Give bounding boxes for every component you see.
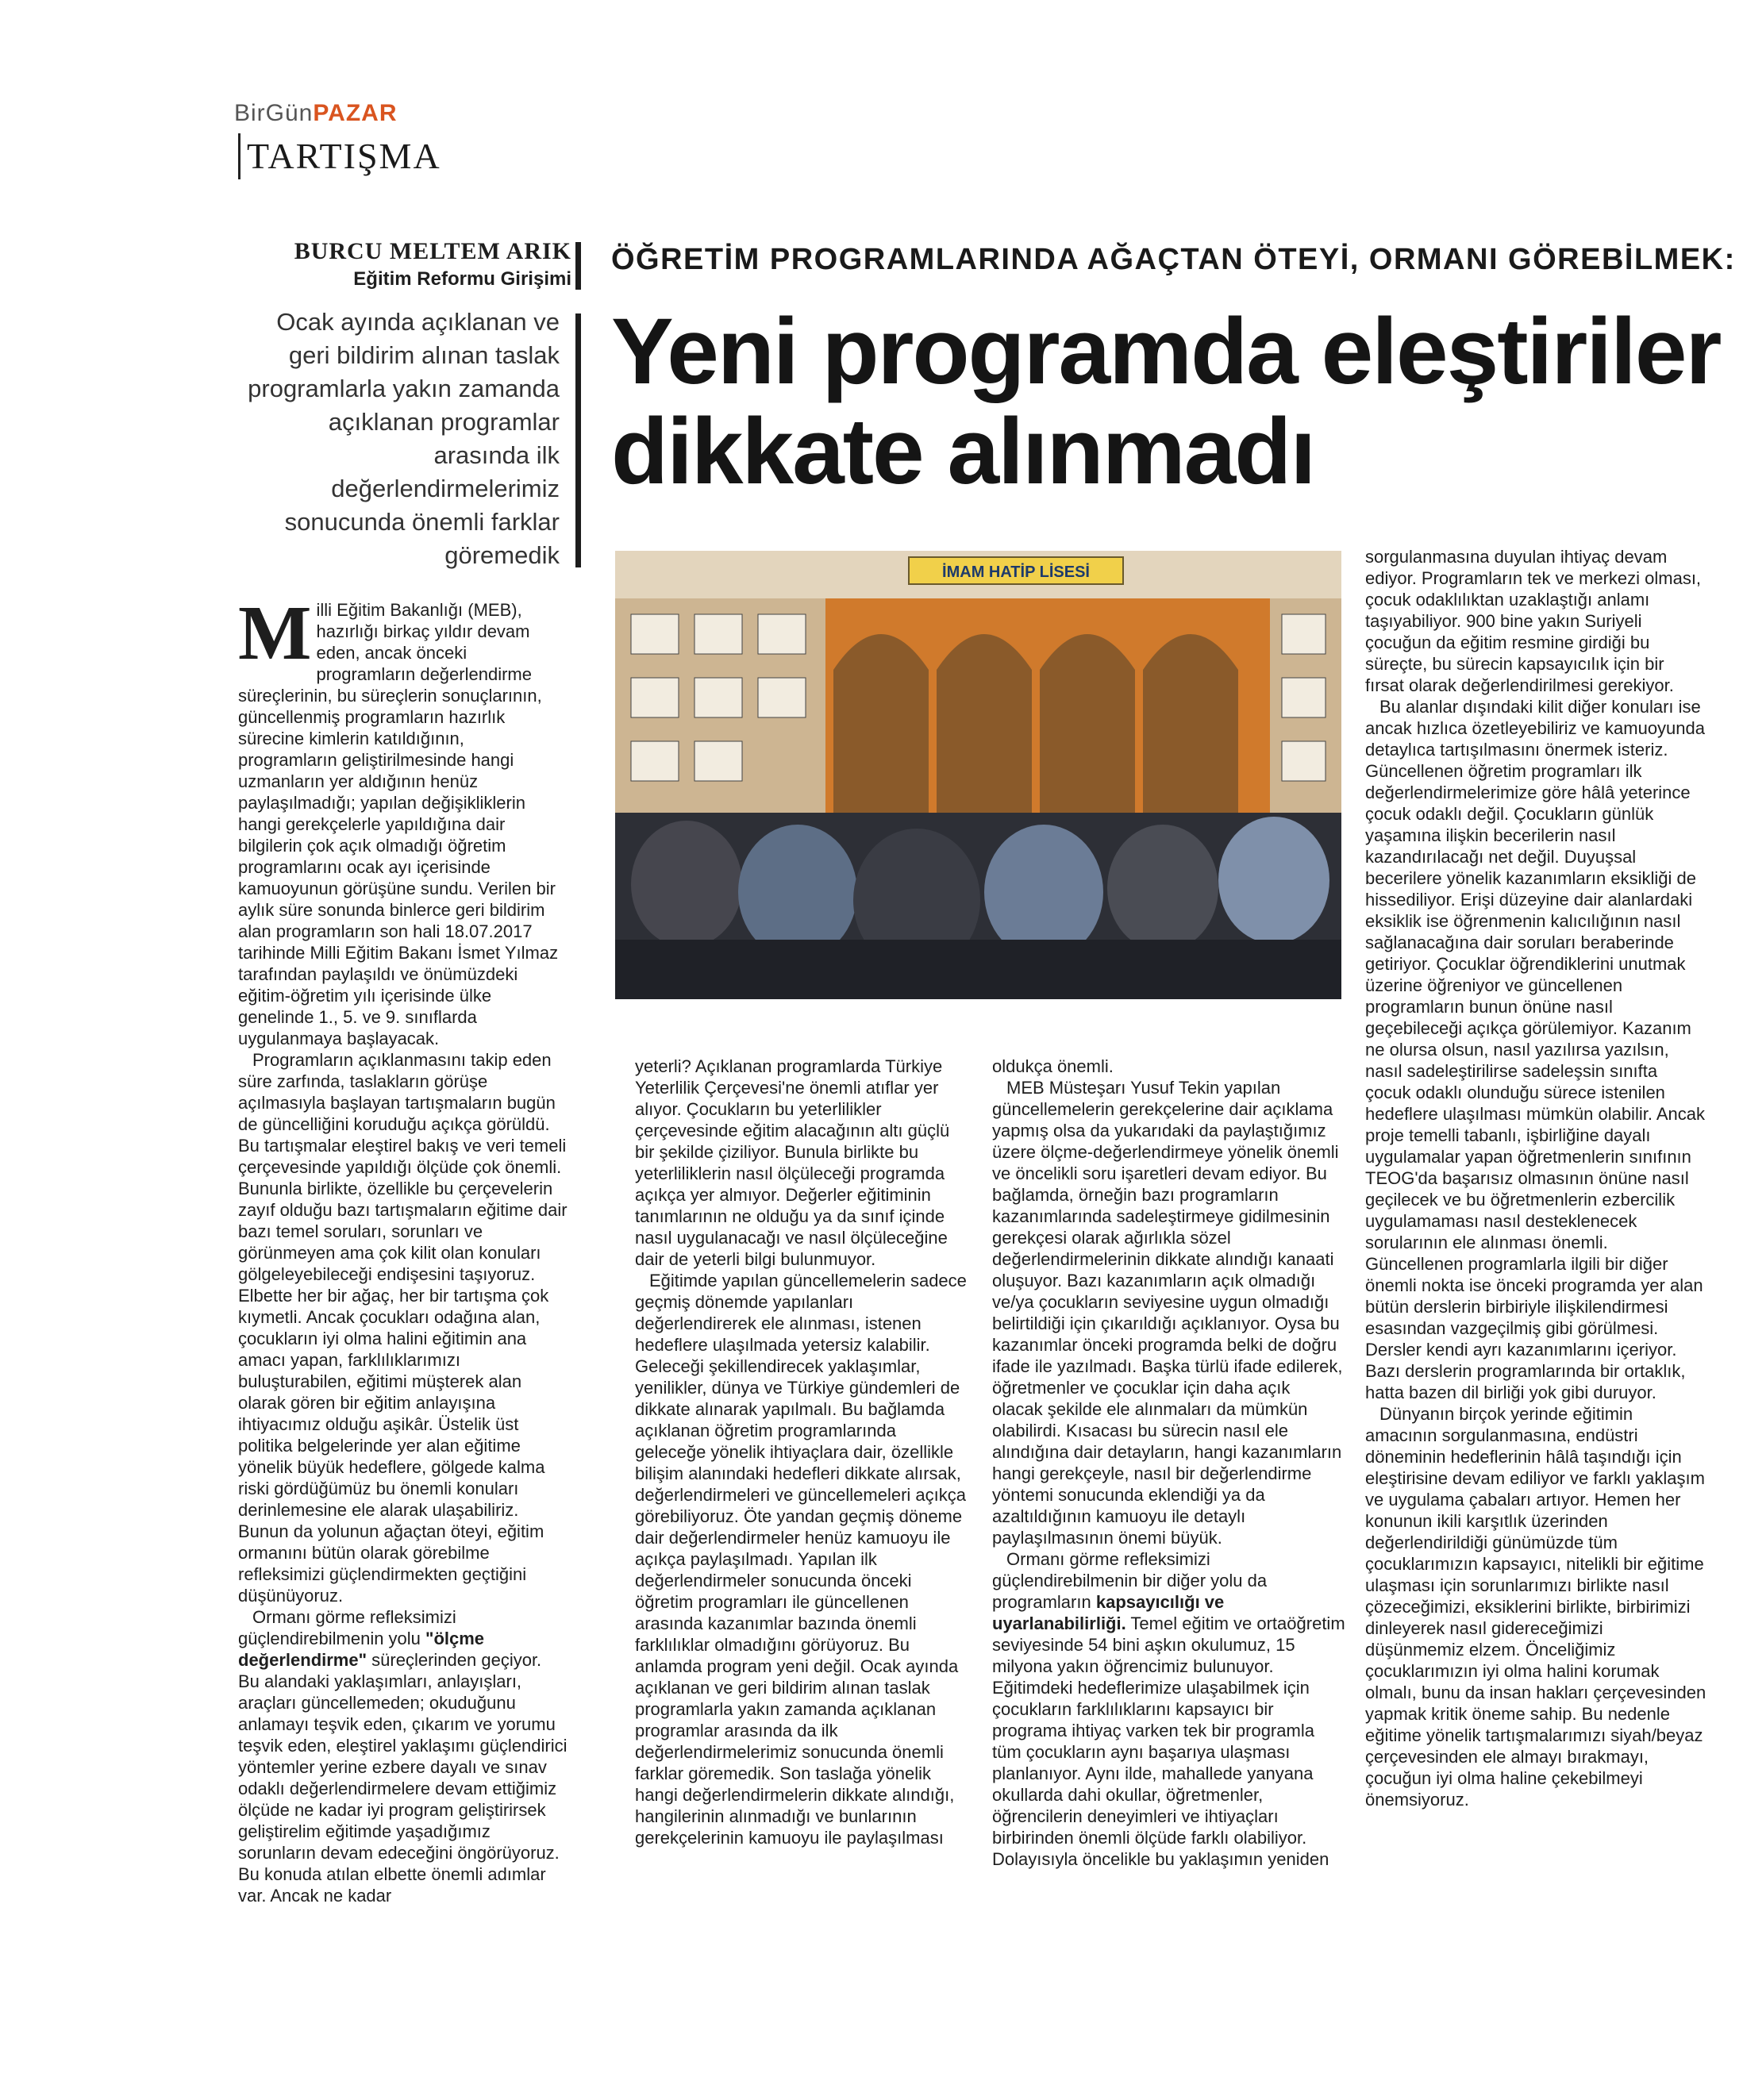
body-paragraph <box>238 590 568 1049</box>
school-sign: İMAM HATİP LİSESİ <box>942 563 1090 581</box>
body-paragraph <box>238 1606 568 1906</box>
author-name: BURCU MELTEM ARIK <box>294 238 571 264</box>
body-text: illi Eğitim Bakanlığı (MEB), hazırlığı birkaç yıldır devam eden, ancak önceki programların değerlendirme süreçlerinin, bu süreçlerin sonuçlarının, güncellenmiş programların hazırlık sürecine kimlerin katıldığının, programların geliştirilmesinde hangi uzmanların yer aldığının henüz paylaşılmadığı; yapılan değişikliklerin hangi gerekçelerle yapıldığına dair bilgilerin çok açık olmadığı öğretim programlarını ocak ayı içerisinde kamuoyunun görüşüne sundu. Verilen bir aylık süre sonunda binlerce geri bildirim alan programların son hali 18.07.2017 tarihinde Milli Eğitim Bakanı İsmet Yılmaz tarafından paylaşıldı ve önümüzdeki eğitim-öğretim yılı içerisinde ülke genelinde 1., 5. ve 9. sınıflarda uygulanmaya başlayacak. <box>238 600 559 1048</box>
lead-quote: Ocak ayında açıklanan ve geri bildirim alınan taslak programlarla yakın zamanda açıklanan programlar arasında ilk değerlendirmelerimiz sonucunda önemli farklar göremedik <box>248 308 560 569</box>
body-column-4 <box>1365 546 1706 1810</box>
drop-cap: M <box>238 590 312 676</box>
school-photo-illustration <box>615 551 1341 999</box>
headline: Yeni programda eleştiriler dikkate alınmadı <box>611 299 1721 504</box>
masthead <box>234 100 397 127</box>
headline-kicker: ÖĞRETİM PROGRAMLARINDA AĞAÇTAN ÖTEYİ, ORMANI GÖREBİLMEK: <box>611 243 1736 276</box>
body-column-3 <box>992 1056 1345 1870</box>
body-paragraph: yeterli? Açıklanan programlarda Türkiye Yeterlilik Çerçevesi'ne önemli atıflar yer alıyor. Çocukların bu yeterlilikler çerçevesinde eğitim alacağının altı güçlü bir şekilde çiziliyor. Bunula birlikte bu yeterliliklerin nasıl ölçüleceği programda açıkça yer almıyor. Değerler eğitiminin tanımlarının ne olduğu ya da sınıf içinde nasıl uygulanacağı ve nasıl ölçüleceğine dair de yeterli bilgi bulunmuyor. <box>635 1056 950 1269</box>
body-paragraph: Programların açıklanmasını takip eden süre zarfında, taslakların görüşe açılmasıyla başlayan tartışmaların bugün de güncelliğini koruduğu açıkça görüldü. Bu tartışmalar eleştirel bakış ve veri temeli çerçevesinde yapıldığı ölçüde çok önemli. Bununla birlikte, özellikle bu çerçevelerin zayıf olduğu bazı tartışmaların eğitime dair bazı temel soruları, sorunları ve görünmeyen ama çok kilit olan konuları gölgeleyebileceği endişesini taşıyoruz. Elbette her bir ağaç, her bir tartışma çok kıymetli. Ancak çocukları odağına alan, çocukların iyi olma halini eğitimin ana amacı yapan, farklılıklarımızı buluşturabilen, eğitimi müşterek alan olarak gören bir eğitim anlayışına ihtiyacımız olduğu aşikâr. Üstelik üst politika belgelerinde yer alan eğitime yönelik büyük hedeflere, gölgede kalma riski gördüğümüz bu önemli konuları derinlemesine ele alarak ulaşabiliriz. Bunun da yolunun ağaçtan öteyi, eğitim ormanını bütün olarak görebilme refleksimizi güçlendirmekten geçtiğini düşünüyoruz. <box>238 1050 568 1606</box>
masthead-brand: BirGün <box>234 100 314 126</box>
body-column-2 <box>635 1056 968 1848</box>
body-text: süreçlerinden geçiyor. Bu alandaki yaklaşımları, anlayışları, araçları güncellemeden; okuduğunu anlamayı teşvik eden, çıkarım ve yorumu teşvik eden, eleştirel yaklaşımı güçlendirici yöntemler yerine ezbere dayalı ve sınav odaklı değerlendirmelere devam ettiğimiz ölçüde ne kadar iyi program geliştirirsek geliştirelim eğitimde yaşadığımız sorunların devam edeceğini öngörüyoruz. Bu konuda atılan elbette önemli adımlar var. Ancak ne kadar <box>238 1650 568 1906</box>
body-paragraph: sorgulanmasına duyulan ihtiyaç devam ediyor. Programların tek ve merkezi olması, çocuk odaklılıktan uzaklaştığı anlamı taşıyabiliyor. 900 bine yakın Suriyeli çocuğun da eğitim resmine girdiği bu süreçte, bu sürecin kapsayıcılık için bir fırsat olarak değerlendirilmesi gerekiyor. <box>1365 547 1702 695</box>
highlight-term: "ölçme değerlendirme" <box>238 1629 485 1670</box>
highlight-term: kapsayıcılığı ve uyarlanabilirliği. <box>992 1592 1225 1633</box>
body-paragraph: oldukça önemli. <box>992 1056 1114 1076</box>
body-paragraph <box>992 1548 1345 1870</box>
body-paragraph: Eğitimde yapılan güncellemelerin sadece geçmiş dönemde yapılanları değerlendirerek ele alınması, istenen hedeflere ulaşılmada yetersiz kalabilir. Geleceği şekillendirecek yaklaşımlar, yenilikler, dünya ve Türkiye gündemleri de dikkate alınarak yapılmalı. Bu bağlamda açıklanan öğretim programlarında geleceğe yönelik ihtiyaçlara dair, özellikle bilişim alanındaki hedefleri dikkate alırsak, değerlendirmeleri ve güncellemeleri açıkça görebiliyoruz. Öte yandan geçmiş döneme dair değerlendirmeler henüz kamuoyu ile açıkça paylaşılmadı. Yapılan ilk değerlendirmeler sonucunda önceki öğretim programları ile güncellenen arasında kazanımlar bazında önemli farklılıklar olmadığını görüyoruz. Bu anlamda program yeni değil. Ocak ayında açıklanan ve geri bildirim alınan taslak programlarla yakın zamanda açıklanan programlar arasında da ilk değerlendirmelerimiz sonucunda önemli farklar göremedik. Son taslağa yönelik hangi değerlendirmelerin dikkate alındığı, hangilerinin alınmadığı ve bunlarının gerekçelerinin kamuoyu ile paylaşılması <box>635 1271 967 1848</box>
lead-rule <box>575 313 581 567</box>
body-column-1 <box>238 590 568 1906</box>
masthead-supplement: PAZAR <box>313 100 398 126</box>
body-paragraph: Dünyanın birçok yerinde eğitimin amacının sorgulanmasına, endüstri döneminin hedeflerinin hâlâ taşındığı için eleştirisine devam ediliyor ve farklı yaklaşım ve uygulama çabaları artıyor. Hemen her konunun ikili karşıtlık üzerinden değerlendirildiği günümüzde tüm çocuklarımızın kapsayıcı, nitelikli bir eğitime ulaşması için sorunlarımızı birlikte nasıl çözeceğimizi, eksiklerini birlikte, birbirimizi dinleyerek nasıl gidereceğimizi düşünmemiz elzem. Önceliğimiz çocuklarımızın iyi olma halini korumak olmalı, bunu da insan hakları çerçevesinden yapmak kritik öneme sahip. Bu nedenle eğitime yönelik tartışmalarımızı siyah/beyaz çerçevesinden ele almayı bırakmayı, çocuğun iyi olma haline çekebilmeyi önemsiyoruz. <box>1365 1404 1706 1810</box>
byline-rule <box>575 242 581 290</box>
body-paragraph: Bu alanlar dışındaki kilit diğer konuları ise ancak hızlıca özetleyebiliriz ve kamuoyunda detaylıca tartışılmasını önermek isteriz. Güncellenen öğretim programları ilk değerlendirmelerimize göre hâlâ yeterince çocuk odaklı değil. Çocukların günlük yaşamına ilişkin becerilerin nasıl kazandırılacağı net değil. Duyuşsal becerilere yönelik kazanımların eksikliği de hissediliyor. Erişi düzeyine dair alanlardaki eksiklik ise öğrenmenin kalıcılığının nasıl sağlanacağına dair soruları beraberinde getiriyor. Çocuklar öğrendiklerini unutmak üzerine öğreniyor ve güncellenen programların bunun önüne nasıl geçebileceği açıkça görülemiyor. Kazanım ne olursa olsun, nasıl yazılırsa yazılsın, nasıl sadeleştirilirse sadeleşsin sınıfta çocuk odaklı olunduğu sürece istenilen hedeflere ulaşılması mümkün olabilir. Ancak proje temelli tabanlı, işbirliğine dayalı uygulamalar yapan öğretmenlerin sınıfının TEOG'da başarısız olmasının önüne nasıl geçilecek ve bu öğretmenlerin ezbercilik uygulamaması nasıl desteklenecek sorularının ele alınması önemli. Güncellenen programlarla ilgili bir diğer önemli nokta ise önceki programda yer alan bütün derslerin birbiriyle ilişkilendirmesi esasından vazgeçilmiş gibi görülmesi. Dersler kendi ayrı kazanımlarını içeriyor. Bazı derslerin programlarında bir ortaklık, hatta bazen dil birliği yok gibi duruyor. <box>1365 697 1706 1402</box>
body-text: Temel eğitim ve ortaöğretim seviyesinde 54 bini aşkın okulumuz, 15 milyona yakın öğrencimiz bulunuyor. Eğitimdeki hedeflerimize ulaşabilmek için çocukların farklılıklarını kapsayıcı bir programa ihtiyaç varken tek bir programla tüm çocukların aynı başarıya ulaşması planlanıyor. Aynı ilde, mahallede yanyana okullarda dahi okullar, öğretmenler, öğrencilerin deneyimleri ve ihtiyaçları birbirinden önemli ölçüde farklı olabiliyor. Dolayısıyla öncelikle bu yaklaşımın yeniden <box>992 1613 1345 1869</box>
section-label: TARTIŞMA <box>238 133 441 179</box>
byline <box>238 238 571 290</box>
body-text: Ormanı görme refleksimizi güçlendirebilmenin bir diğer yolu da programların <box>992 1549 1268 1612</box>
body-paragraph: MEB Müsteşarı Yusuf Tekin yapılan güncellemelerin gerekçelerine dair açıklama yapmış olsa da yukarıdaki da paylaştığımız üzere ölçme-değerlendirmeye yönelik önemli ve öncelikli soru işaretleri devam ediyor. Bu bağlamda, örneğin bazı programların kazanımlarında sadeleştirmeye gidilmesinin gerekçesi olarak ağırlıkla sözel değerlendirmelerinin dikkate alındığı kanaati oluşuyor. Bazı kazanımların açık olmadığı ve/ya çocukların seviyesine uygun olmadığı belirtildiği için çıkarıldığı açıklanıyor. Oysa bu kazanımlar önceki programda belki de doğru ifade ile yazılmadı. Başka türlü ifade edilerek, öğretmenler ve çocuklar için daha açık olacak şekilde ele alınmaları da mümkün olabilirdi. Kısacası bu sürecin nasıl ele alındığına dair detayların, hangi kazanımların hangi gerekçeyle, nasıl bir değerlendirme yöntemi sonucunda eklendiği ya da azaltıldığının kamuoyu ile detaylı paylaşılmasının önemi büyük. <box>992 1078 1343 1548</box>
author-affiliation: Eğitim Reformu Girişimi <box>353 268 571 290</box>
school-photo <box>615 551 1341 999</box>
body-text: Ormanı görme refleksimizi güçlendirebilmenin yolu <box>238 1607 456 1648</box>
